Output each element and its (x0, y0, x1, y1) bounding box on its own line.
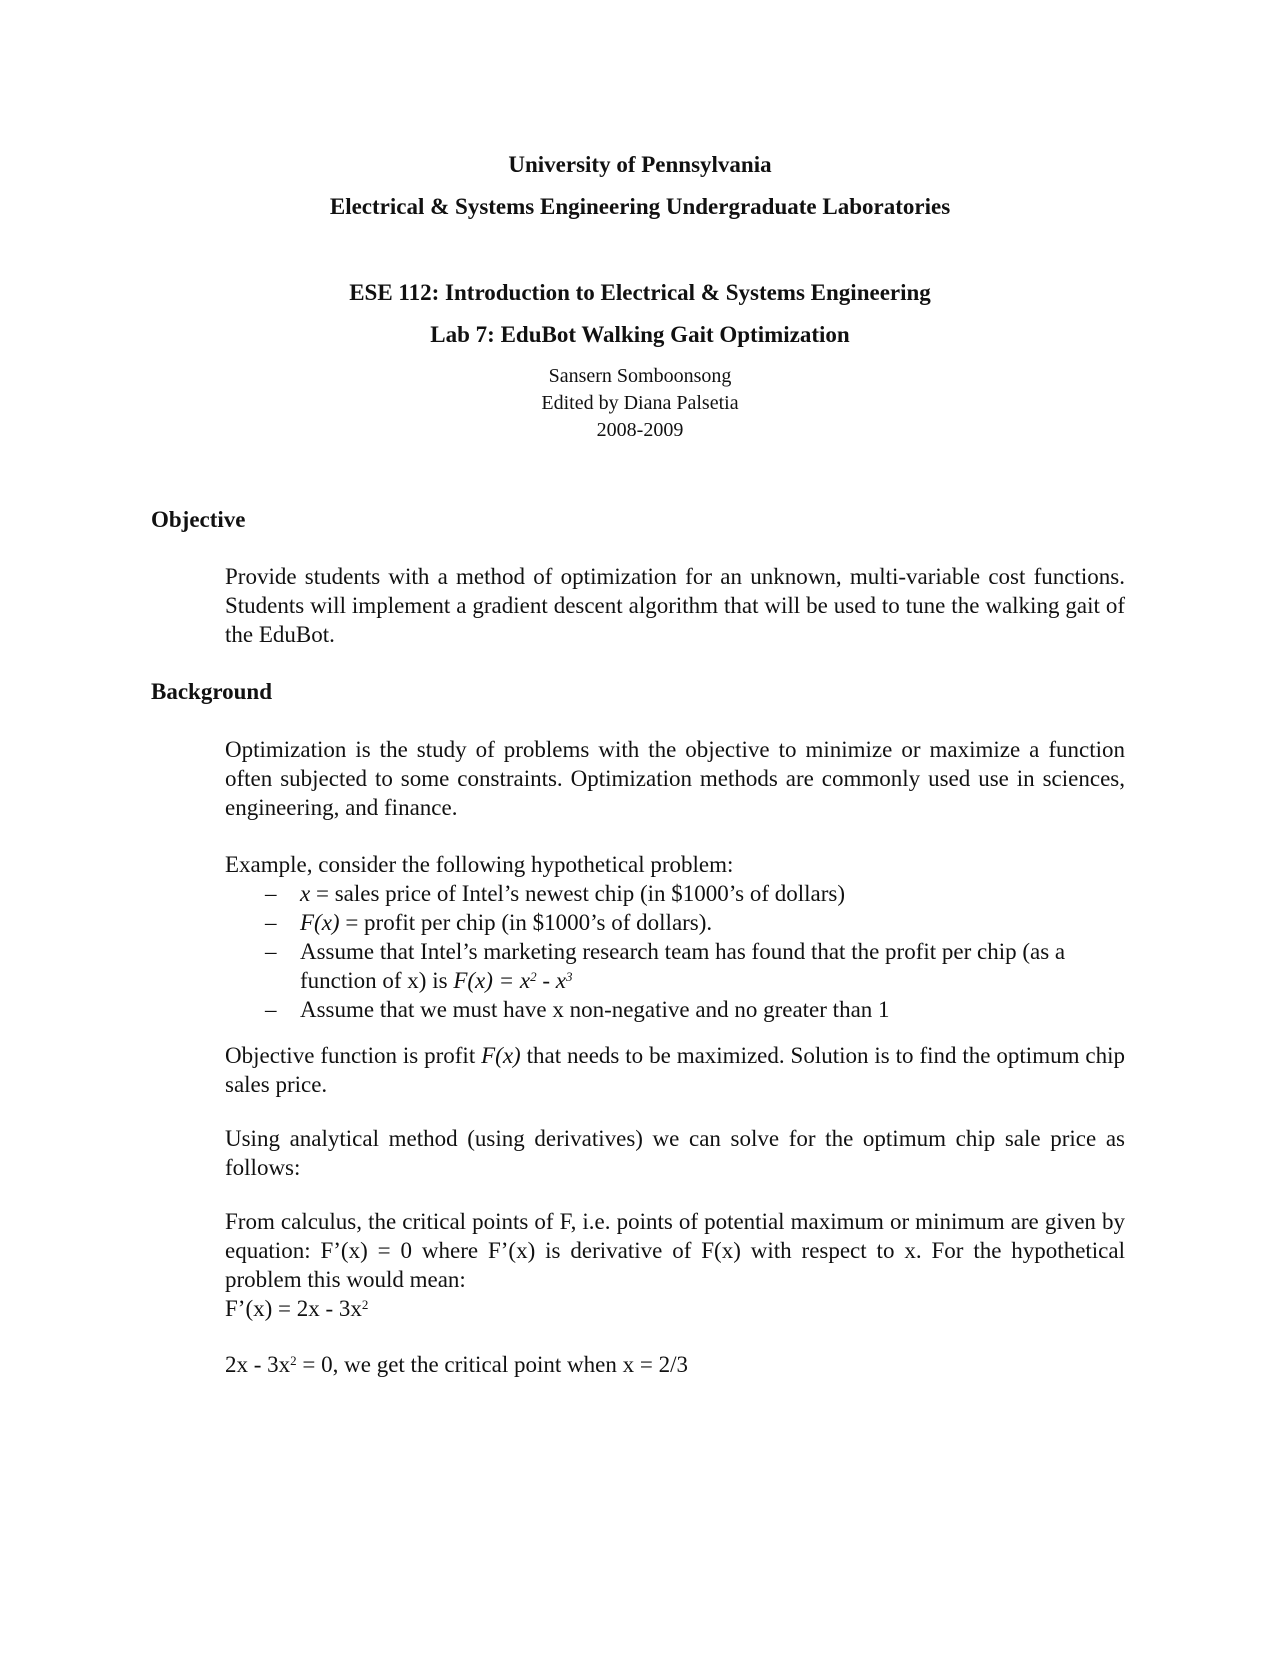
list-dash: – (265, 881, 277, 906)
critical-point-equation (225, 1350, 688, 1379)
variable-x: x (300, 881, 311, 906)
objective-heading: Objective (151, 507, 246, 532)
list-item (225, 937, 1125, 995)
list-item (225, 908, 1125, 937)
bullet-text: = sales price of Intel’s newest chip (in $1000’s of dollars) (310, 881, 846, 906)
bullet-text: Assume that Intel’s marketing research team has found that the profit per chip (as a function of x) is (300, 939, 1066, 993)
institution-title: University of Pennsylvania (508, 152, 772, 177)
formula-part: - x (536, 968, 566, 993)
lab-title: Lab 7: EduBot Walking Gait Optimization (430, 322, 850, 347)
calculus-paragraph: From calculus, the critical points of F, i.e. points of potential maximum or minimum are given by equation: F’(x) = 0 where F’(x) is derivative of F(x) with respect to x. For the hypothetical problem this would mean: (225, 1209, 1125, 1292)
list-dash: – (265, 939, 277, 964)
list-item (225, 879, 1125, 908)
exponent: 2 (290, 1353, 297, 1368)
objective-function-paragraph (225, 1041, 1125, 1099)
bullet-text: Assume that we must have x non-negative and no greater than 1 (300, 997, 890, 1022)
list-dash: – (265, 997, 277, 1022)
exponent: 2 (361, 1297, 369, 1312)
academic-year: 2008-2009 (596, 419, 684, 441)
objective-paragraph: Provide students with a method of optimization for an unknown, multi-variable cost functions. Students will implement a gradient descent algorithm that will be used to tune the walking gait of the EduBot. (225, 564, 1125, 647)
exponent: 3 (566, 969, 573, 984)
example-lead: Example, consider the following hypothetical problem: (225, 852, 734, 877)
department-title: Electrical & Systems Engineering Undergraduate Laboratories (329, 194, 951, 219)
text-run: that needs to be maximized. Solution is to find the optimum chip sales price. (225, 1043, 1125, 1097)
derivative-equation (225, 1294, 368, 1323)
author-name: Sansern Somboonsong (548, 365, 732, 387)
text-run: = 0, we get the critical point when x = 2/3 (296, 1352, 688, 1377)
formula-part: F(x) = x (453, 968, 531, 993)
variable-fx: F(x) (300, 910, 340, 935)
variable-fx: F(x) (481, 1043, 521, 1068)
text-run: Objective function is profit (225, 1043, 482, 1068)
bullet-text: = profit per chip (in $1000’s of dollars). (339, 910, 713, 935)
analytical-method-paragraph: Using analytical method (using derivatives) we can solve for the optimum chip sale price as follows: (225, 1126, 1125, 1180)
editor-name: Edited by Diana Palsetia (541, 392, 739, 414)
profit-formula (453, 968, 572, 993)
exponent: 2 (530, 969, 537, 984)
list-item (225, 995, 1125, 1024)
list-dash: – (265, 910, 277, 935)
background-intro-paragraph: Optimization is the study of problems with the objective to minimize or maximize a function often subjected to some constraints. Optimization methods are commonly used use in sciences, engineering, and finance. (225, 737, 1125, 820)
course-title: ESE 112: Introduction to Electrical & Systems Engineering (349, 280, 931, 305)
background-heading: Background (151, 679, 273, 704)
example-bullet-list (225, 879, 1125, 1024)
text-run: 2x - 3x (225, 1352, 291, 1377)
text-run: F’(x) = 2x - 3x (225, 1296, 362, 1321)
